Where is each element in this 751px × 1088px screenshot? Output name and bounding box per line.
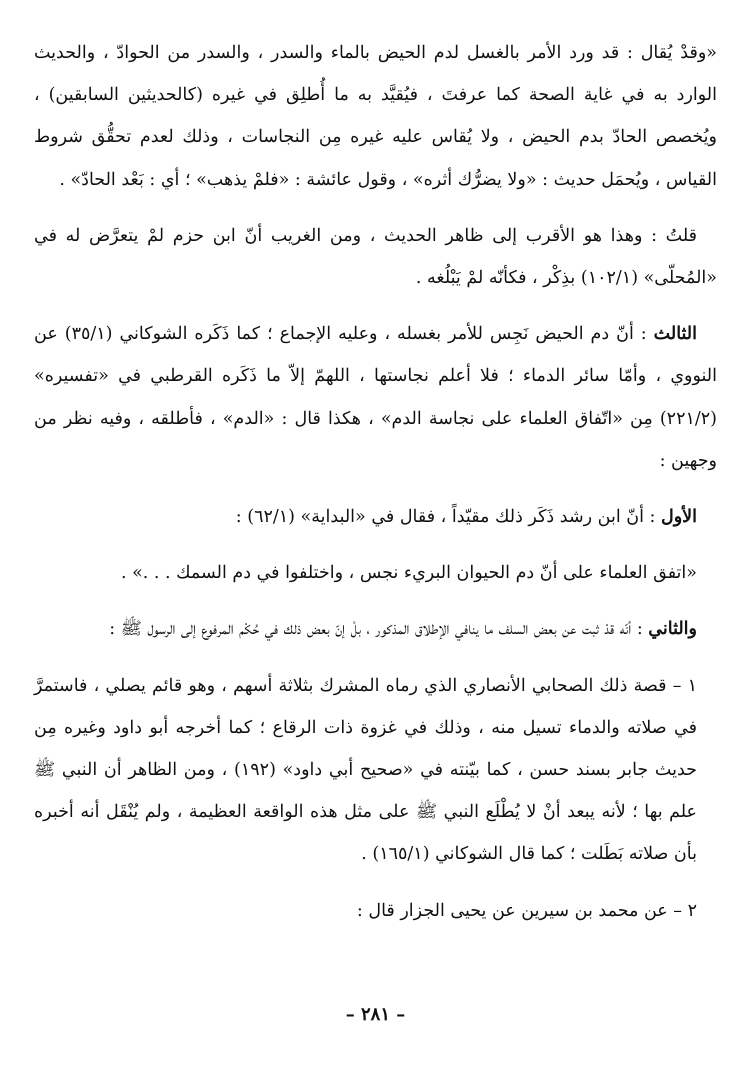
paragraph-first-objection	[34, 496, 717, 538]
paragraph-third-point	[34, 313, 717, 482]
paragraph-second-objection	[34, 608, 717, 650]
paragraph-author-comment: قلتُ : وهذا هو الأقرب إلى ظاهر الحديث ، ومن الغريب أنّ ابن حزم لمْ يتعرَّض له في «المُحلّى» (١٠٢/١) بذِكْر ، فكأنّه لمْ يَبْلُغه .	[34, 225, 717, 289]
paragraph-quote-1: «وقدْ يُقال : قد ورد الأمر بالغسل لدم الحيض بالماء والسدر ، والسدر من الحوادّ ، والحديث الوارد به في غاية الصحة كما عرفتَ ، فيُقيَّد به ما أُطلِق في غيره (كالحديثين السابقين) ، ويُخصص الحادّ بدم الحيض ، ولا يُقاس عليه غيره مِن النجاسات ، وذلك لعدم تحقُّق شروط القياس ، ويُحمَل حديث : «ولا يضرُّك أثره» ، وقول عائشة : «فلمْ يذهب» ؛ أي : بَعْد الحادّ» .	[34, 43, 717, 190]
second-lead: والثاني	[648, 619, 697, 640]
third-lead: الثالث	[653, 324, 697, 345]
second-text: : أنّه قدْ ثبت عن بعض السلف ما ينافي الإطلاق المذكور ، بلْ إنّ بعض ذلك في حُكْم المرفوع إلى الرسول ﷺ :	[109, 619, 649, 640]
paragraph-item-1: ١ – قصة ذلك الصحابي الأنصاري الذي رماه المشرك بثلاثة أسهم ، وهو قائم يصلي ، فاستمرَّ في صلاته والدماء تسيل منه ، وذلك في غزوة ذات الرقاع ؛ كما أخرجه أبو داود وغيره مِن حديث جابر بسند حسن ، كما بيّنته في «صحيح أبي داود» (١٩٢) ، ومن الظاهر أن النبي ﷺ علم بها ؛ لأنه يبعد أنْ لا يُطْلَع النبي ﷺ على مثل هذه الواقعة العظيمة ، ولم يُنْقَل أنه أخبره بأن صلاته بَطَلت ؛ كما قال الشوكاني (١٦٥/١) .	[34, 675, 697, 865]
first-lead: الأول	[660, 507, 697, 528]
first-text: : أنّ ابن رشد ذَكَر ذلك مقيّداً ، فقال في «البداية» (٦٢/١) :	[235, 507, 661, 528]
paragraph-ibn-rushd-quote: «اتفق العلماء على أنّ دم الحيوان البريء نجس ، واختلفوا في دم السمك . . .» .	[120, 563, 697, 584]
paragraph-item-2: ٢ – عن محمد بن سيرين عن يحيى الجزار قال :	[356, 900, 697, 921]
page-body	[34, 32, 717, 932]
third-text: : أنّ دم الحيض نَجِس للأمر بغسله ، وعليه الإجماع ؛ كما ذَكَره الشوكاني (٣٥/١) عن النووي ، وأمّا سائر الدماء ؛ فلا أعلم نجاستها ، اللهمّ إلاّ ما ذَكَره القرطبي في «تفسيره» (٢٢١/٢) مِن «اتّفاق العلماء على نجاسة الدم» ، هكذا قال : «الدم» ، فأطلقه ، وفيه نظر من وجهين :	[34, 324, 717, 471]
page-number: – ٢٨١ –	[345, 1004, 406, 1025]
